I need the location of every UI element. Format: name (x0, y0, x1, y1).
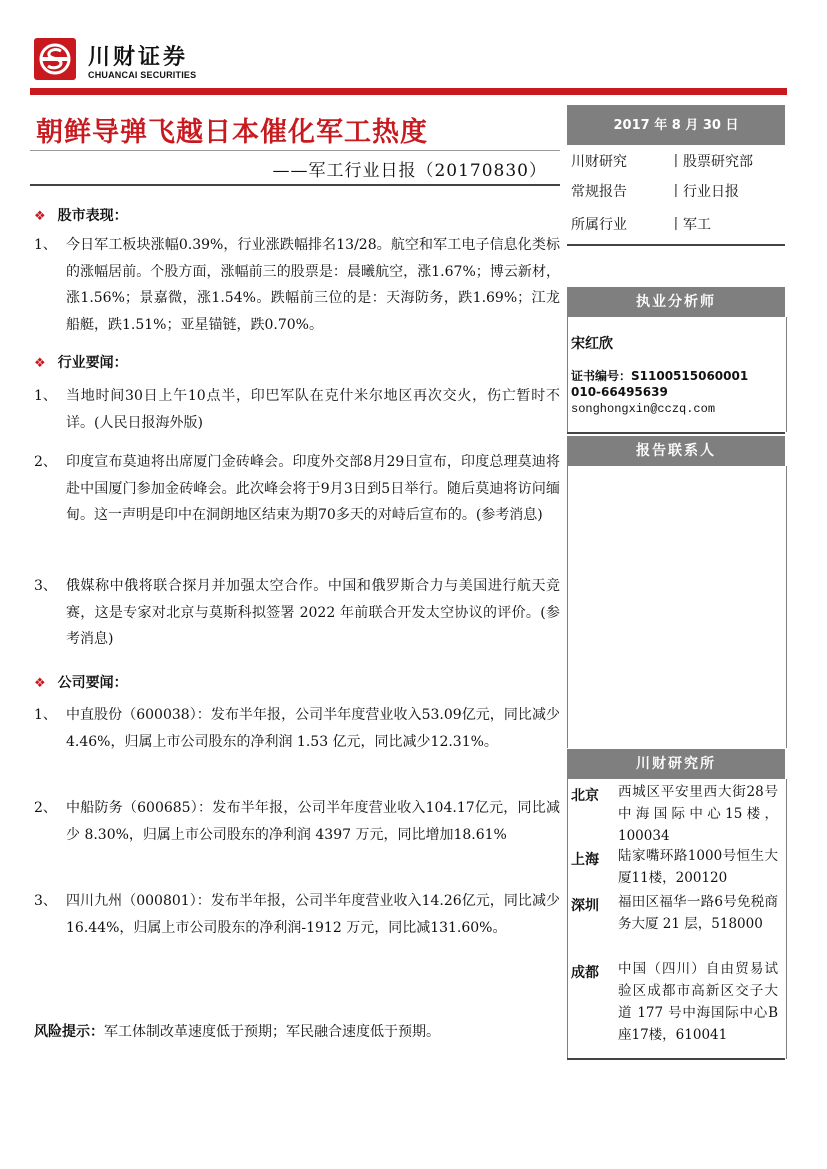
sidebar-divider (567, 1058, 785, 1060)
list-item: 1、 当地时间30日上午10点半，印巴军队在克什米尔地区再次交火，伤亡暂时不详。(人民日报海外版) (34, 388, 560, 431)
brand-name-cn: 川财证券 (88, 45, 189, 70)
analyst-heading: 执业分析师 (567, 287, 785, 317)
header-divider (30, 88, 787, 95)
office-city: 成都 (571, 965, 599, 981)
analyst-cert: 证书编号：S1100515060001 (571, 369, 749, 383)
office-city: 深圳 (571, 898, 599, 914)
analyst-name: 宋红欣 (571, 336, 613, 352)
meta-row: 常规报告 丨行业日报 (571, 184, 739, 200)
office-address: 西城区平安里西大街28号中海国际中心15楼，100034 (618, 784, 778, 844)
risk-label: 风险提示： (34, 1024, 104, 1040)
report-subtitle: ——军工行业日报（20170830） (272, 161, 547, 181)
company-logo (34, 38, 76, 80)
office-city: 北京 (571, 788, 599, 804)
diamond-bullet-icon: ❖ (34, 676, 46, 691)
sidebar-divider (567, 432, 785, 434)
office-city: 上海 (571, 852, 599, 868)
meta-row: 所属行业 丨军工 (571, 217, 711, 233)
contact-heading: 报告联系人 (567, 436, 785, 466)
contact-box (567, 466, 787, 748)
report-title: 朝鲜导弹飞越日本催化军工热度 (36, 117, 428, 148)
analyst-email[interactable]: songhongxin@cczq.com (571, 402, 716, 416)
brand-name-en: CHUANCAI SECURITIES (88, 70, 197, 80)
risk-warning (34, 1021, 440, 1041)
section-heading-industry: ❖ 行业要闻： (34, 355, 128, 371)
list-item: 2、 印度宣布莫迪将出席厦门金砖峰会。印度外交部8月29日宣布，印度总理莫迪将赴中国厦门参加金砖峰会。此次峰会将于9月3日到5日举行。随后莫迪将访问缅甸。这一声明是印中在洞朗地区结束为期70多天的对峙后宣布的。(参考消息) (34, 454, 560, 523)
subtitle-divider (30, 184, 560, 186)
office-address: 福田区福华一路6号免税商务大厦 21 层，518000 (618, 894, 778, 932)
section-heading-market: ❖ 股市表现： (34, 208, 128, 224)
section-heading-company: ❖ 公司要闻： (34, 675, 128, 691)
meta-row: 川财研究 丨股票研究部 (571, 154, 753, 170)
diamond-bullet-icon: ❖ (34, 356, 46, 371)
sidebar-divider (567, 244, 785, 246)
chuancai-logo-icon (34, 38, 76, 80)
analyst-phone: 010-66495639 (571, 385, 668, 399)
office-address: 陆家嘴环路1000号恒生大厦11楼，200120 (618, 848, 778, 886)
list-item: 1、 今日军工板块涨幅0.39%，行业涨跌幅排名13/28。航空和军工电子信息化类标的涨幅居前。个股方面，涨幅前三的股票是：晨曦航空，涨1.67%；博云新材，涨1.56%；景嘉微，涨1.54%。跌幅前三位的是：天海防务，跌1.69%；江龙船艇，跌1.51%；亚星锚链，跌0.70%。 (34, 237, 560, 333)
list-item: 2、 中船防务（600685）：发布半年报，公司半年度营业收入104.17亿元，同比减少 8.30%，归属上市公司股东的净利润 4397 万元，同比增加18.61% (34, 800, 560, 843)
office-address: 中国（四川）自由贸易试验区成都市高新区交子大道 177 号中海国际中心B座17楼，610041 (618, 961, 778, 1043)
risk-text: 军工体制改革速度低于预期；军民融合速度低于预期。 (104, 1024, 440, 1040)
report-date: 2017 年 8 月 30 日 (567, 105, 785, 145)
title-divider (30, 150, 560, 151)
institute-heading: 川财研究所 (567, 749, 785, 779)
list-item: 3、 四川九州（000801）：发布半年报，公司半年度营业收入14.26亿元，同比减少 16.44%，归属上市公司股东的净利润-1912 万元，同比减131.60%。 (34, 893, 560, 936)
list-item: 3、 俄媒称中俄将联合探月并加强太空合作。中国和俄罗斯合力与美国进行航天竞赛，这是专家对北京与莫斯科拟签署 2022 年前联合开发太空协议的评价。(参考消息) (34, 578, 560, 647)
diamond-bullet-icon: ❖ (34, 209, 46, 224)
list-item: 1、 中直股份（600038）：发布半年报，公司半年度营业收入53.09亿元，同比减少 4.46%，归属上市公司股东的净利润 1.53 亿元，同比减少12.31%。 (34, 707, 560, 750)
